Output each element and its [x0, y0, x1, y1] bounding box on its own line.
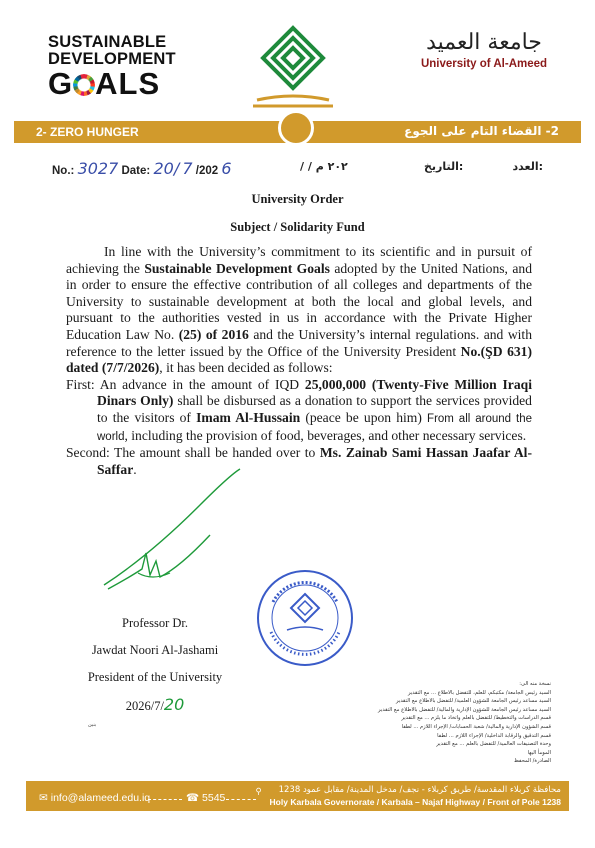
arabic-date-label: التاريخ:: [424, 160, 464, 173]
footer-phone[interactable]: ☎ 5545: [186, 792, 226, 804]
signer-name: Jawdat Noori Al-Jashami: [91, 643, 219, 657]
sdg-logo: [48, 33, 176, 101]
ref-date-label: Date:: [121, 165, 151, 177]
footer-address: [255, 784, 561, 808]
sdg-goals-g: G: [48, 66, 74, 101]
footer-email[interactable]: ✉ info@alameed.edu.iq: [39, 792, 151, 804]
ref-date-year-digit: 6: [221, 159, 232, 178]
ref-no-label: No.:: [52, 165, 75, 177]
sdg-line-3: [48, 66, 168, 101]
arabic-date-line: / / ٢٠٢ م: [300, 160, 348, 173]
address-arabic: محافظة كربلاء المقدسة/ طريق كربلاء - نجف/ مدخل المدينة/ مقابل عمود 1238: [278, 785, 561, 795]
copies-item: قسم التدقيق والرقابة الداخلية/ الإجراء اللازم ... لطفا: [437, 732, 551, 739]
handwritten-signature: [90, 465, 250, 595]
reference-number: [52, 159, 232, 178]
goal-label-english: 2- ZERO HUNGER: [36, 125, 139, 139]
signer-position: President of the University: [87, 670, 223, 684]
typist-initials: بنين: [88, 722, 97, 728]
location-pin-icon: ⚲: [255, 787, 262, 797]
arabic-number-label: العدد:: [512, 160, 543, 173]
signature-date: 2026/7/20: [125, 695, 185, 714]
sdg-line-1: SUSTAINABLE: [48, 33, 167, 51]
university-header: [419, 30, 549, 74]
phone-icon: ☎: [186, 792, 200, 804]
signature-block: [80, 610, 230, 720]
ref-date-year: /202: [195, 165, 219, 177]
footer-divider: [226, 799, 256, 800]
footer-divider: [148, 799, 182, 800]
university-name-english: University of Al-Ameed: [420, 58, 548, 70]
letter-body: [66, 244, 532, 478]
intro-paragraph: In line with the University’s commitment to its scientific and in pursuit of achieving the Sustainable Development Goals adopted by the United Nations, and in order to ensure the effective contribution of all colleges and departments of the University to sustainable development at both the local and global levels, and pursuant to the authorities vested in us in accordance with the Private Higher Education Law No. (25) of 2016 and the University’s internal regulations. and with reference to the letter issued by the Office of the University President No.(ŞD 631) dated (7/7/2026), it has been decided as follows:: [66, 244, 533, 376]
order-subject: Subject / Solidarity Fund: [230, 220, 365, 234]
copies-item: السيد رئيس الجامعة/ مكتبكم، للعلم، للتفضل بالاطلاع ... مع التقدير: [407, 689, 551, 696]
copies-list: [346, 680, 551, 766]
order-heading: University Order: [251, 192, 344, 206]
copies-item: قسم الدراسات والتخطيط/ للتفضل بالعلم واتخاذ ما يلزم ... مع التقدير: [401, 715, 551, 722]
ref-date-month: 7: [182, 159, 193, 178]
copies-item: السيد مساعد رئيس الجامعة للشؤون العلمية/ للتفضل بالاطلاع مع التقدير: [396, 698, 551, 705]
university-name-arabic: جامعة العميد: [426, 30, 542, 55]
sdg-wheel-icon: [73, 74, 95, 96]
sdg-line-2: DEVELOPMENT: [48, 50, 176, 68]
ref-no-value: 3027: [77, 159, 119, 178]
mail-icon: ✉: [39, 792, 48, 804]
decision-second: Second: The amount shall be handed over to Ms. Zainab Sami Hassan Jaafar Al-Saffar.: [66, 445, 532, 477]
copies-item: قسم الشؤون الإدارية والمالية/ شعبة الحسابات/ الإجراء اللازم ... لطفا: [401, 723, 551, 730]
copies-title: نسخة منه الى:: [519, 681, 551, 687]
food-bowl-icon: [278, 110, 314, 146]
copies-item: وحدة التصنيفات العالمية/ للتفضل بالعلم ... مع التقدير: [436, 741, 551, 748]
copies-item: الصادرة/ المحفظ: [514, 758, 551, 765]
department-seal-stamp: [255, 568, 355, 668]
decision-first: First: An advance in the amount of IQD 25,000,000 (Twenty-Five Million Iraqi Dinars Only) shall be disbursed as a donation to support the services provided to the visitors of Imam Al-Hussain (peace be upon him) From all around the world, including the provision of food, beverages, and other necessary services.: [66, 376, 532, 443]
university-emblem-icon: [247, 22, 339, 114]
goal-label-arabic: 2- القضاء التام على الجوع: [404, 124, 559, 138]
copies-item: المومأ اليها: [527, 749, 551, 756]
copies-item: السيد مساعد رئيس الجامعة للشؤون الإدارية والمالية/ للتفضل بالاطلاع مع التقدير: [378, 706, 551, 713]
address-english: Holy Karbala Governorate / Karbala – Najaf Highway / Front of Pole 1238: [269, 797, 561, 807]
ref-date-day: 20/: [153, 159, 180, 178]
sdg-goals-rest: ALS: [95, 66, 161, 101]
signer-title: Professor Dr.: [122, 616, 188, 630]
